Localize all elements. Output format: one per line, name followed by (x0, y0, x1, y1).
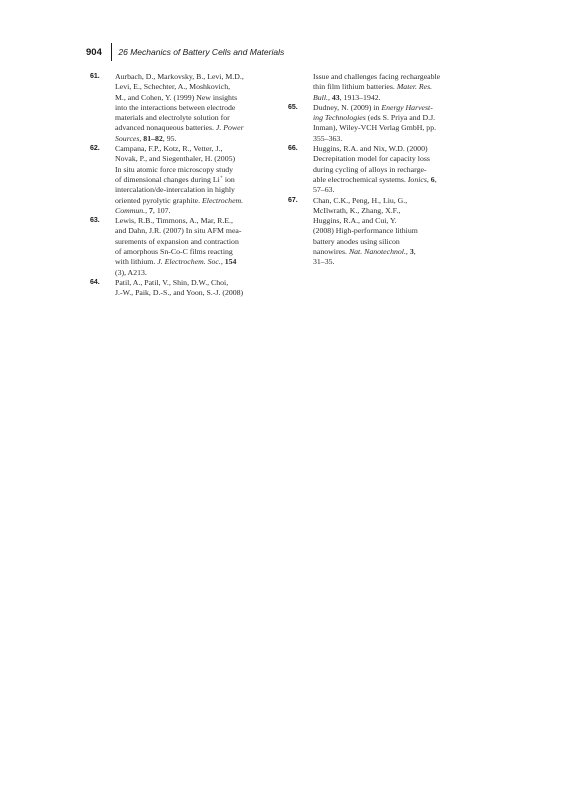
volume: 154 (224, 257, 237, 267)
reference-line: oriented pyrolytic graphite. Electrochem. (115, 195, 244, 205)
journal-name: Mater. Res. (396, 82, 433, 92)
reference-line: McIlwrath, K., Zhang, X.F., (313, 205, 401, 215)
reference-line: Patil, A., Patil, V., Shin, D.W., Choi, (115, 277, 229, 287)
reference-line: Inman), Wiley-VCH Verlag GmbH, pp. (313, 123, 437, 133)
journal-name: J. Power (215, 123, 244, 133)
reference-line: Aurbach, D., Markovsky, B., Levi, M.D., (115, 72, 244, 81)
reference-line: surements of expansion and contraction (115, 236, 239, 246)
reference-line: 57–63. (313, 185, 335, 195)
reference-line: 355–363. (313, 133, 343, 143)
reference-number: 61. (90, 73, 100, 80)
reference-line: materials and electrolyte solution for (115, 113, 230, 123)
reference-64 (90, 278, 280, 299)
reference-line: Issue and challenges facing rechargeable (313, 72, 441, 81)
reference-line: of dimensional changes during Li+ ion (115, 174, 235, 184)
volume: 43 (331, 92, 340, 102)
reference-64-continued (288, 72, 478, 103)
reference-67 (288, 196, 478, 268)
reference-line: Decrepitation model for capacity loss (313, 154, 430, 164)
reference-line: Levi, E., Schechter, A., Moshkovich, (115, 82, 231, 92)
volume: 81–82 (143, 133, 163, 143)
superscript: + (219, 174, 223, 181)
volume: 3 (409, 247, 414, 257)
reference-number: 65. (288, 103, 298, 111)
reference-line: ing Technologies (eds S. Priya and D.J. (313, 113, 436, 123)
reference-line: advanced nonaqueous batteries. J. Power (115, 123, 244, 133)
journal-name: Bull. (313, 92, 328, 102)
references-left-column (90, 72, 280, 299)
book-title: Energy Harvest- (381, 102, 433, 112)
reference-61 (90, 72, 280, 144)
header-divider (111, 43, 112, 61)
reference-line: of amorphous Sn-Co-C films reacting (115, 247, 233, 257)
reference-line: Chan, C.K., Peng, H., Liu, G., (313, 195, 408, 205)
reference-line: intercalation/de-intercalation in highly (115, 185, 235, 195)
book-title: ing Technologies (313, 113, 366, 123)
reference-line: nanowires. Nat. Nanotechnol., 3, (313, 247, 416, 257)
reference-62 (90, 144, 280, 216)
reference-line: J.-W., Paik, D.-S., and Yoon, S.-J. (2008) (115, 288, 244, 298)
journal-name: Electrochem. (202, 195, 244, 205)
volume: 6 (430, 174, 435, 184)
reference-line: Commun., 7, 107. (115, 205, 171, 215)
volume: 7 (149, 205, 153, 215)
reference-line: 31–35. (313, 257, 335, 267)
reference-line: In situ atomic force microscopy study (115, 164, 234, 174)
running-header (86, 44, 506, 60)
reference-line: battery anodes using silicon (313, 236, 400, 246)
reference-line: Huggins, R.A. and Nix, W.D. (2000) (313, 144, 428, 154)
reference-line: Lewis, R.B., Timmons, A., Mar, R.E., (115, 216, 233, 226)
references-right-column (288, 72, 478, 268)
journal-name: Commun. (115, 205, 146, 215)
reference-line: Huggins, R.A., and Cui, Y. (313, 216, 397, 226)
reference-line: able electrochemical systems. Ionics, 6, (313, 174, 437, 184)
reference-66 (288, 144, 478, 195)
reference-line: with lithium. J. Electrochem. Soc., 154 (115, 257, 237, 267)
reference-number: 62. (90, 145, 100, 153)
reference-number: 66. (288, 145, 298, 153)
journal-name: Sources, (115, 133, 144, 143)
reference-line: Sources, 81–82, 95. (115, 133, 177, 143)
reference-line: Bull., 43, 1913–1942. (313, 92, 381, 102)
reference-line: into the interactions between electrode (115, 102, 236, 112)
reference-line: (2008) High-performance lithium (313, 226, 418, 236)
reference-number: 63. (90, 217, 100, 225)
reference-line: Campana, F.P., Kotz, R., Vetter, J., (115, 144, 223, 154)
page-number: 904 (86, 46, 102, 58)
journal-name: Ionics (407, 174, 427, 184)
reference-line: Novak, P., and Siegenthaler, H. (2005) (115, 154, 236, 164)
reference-line: M., and Cohen, Y. (1999) New insights (115, 92, 238, 102)
reference-number: 67. (288, 196, 298, 204)
journal-name: J. Electrochem. Soc. (157, 257, 221, 267)
journal-name: Nat. Nanotechnol. (348, 247, 406, 257)
reference-line: during cycling of alloys in recharge- (313, 164, 427, 174)
reference-line: thin film lithium batteries. Mater. Res. (313, 82, 433, 92)
reference-number: 64. (90, 278, 100, 286)
reference-line: Dudney, N. (2009) in Energy Harvest- (313, 102, 433, 112)
reference-63 (90, 216, 280, 278)
reference-line: (3), A213. (115, 267, 147, 277)
running-title: 26 Mechanics of Battery Cells and Materials (118, 47, 285, 57)
reference-line: and Dahn, J.R. (2007) In situ AFM mea- (115, 226, 242, 236)
reference-65 (288, 103, 478, 144)
